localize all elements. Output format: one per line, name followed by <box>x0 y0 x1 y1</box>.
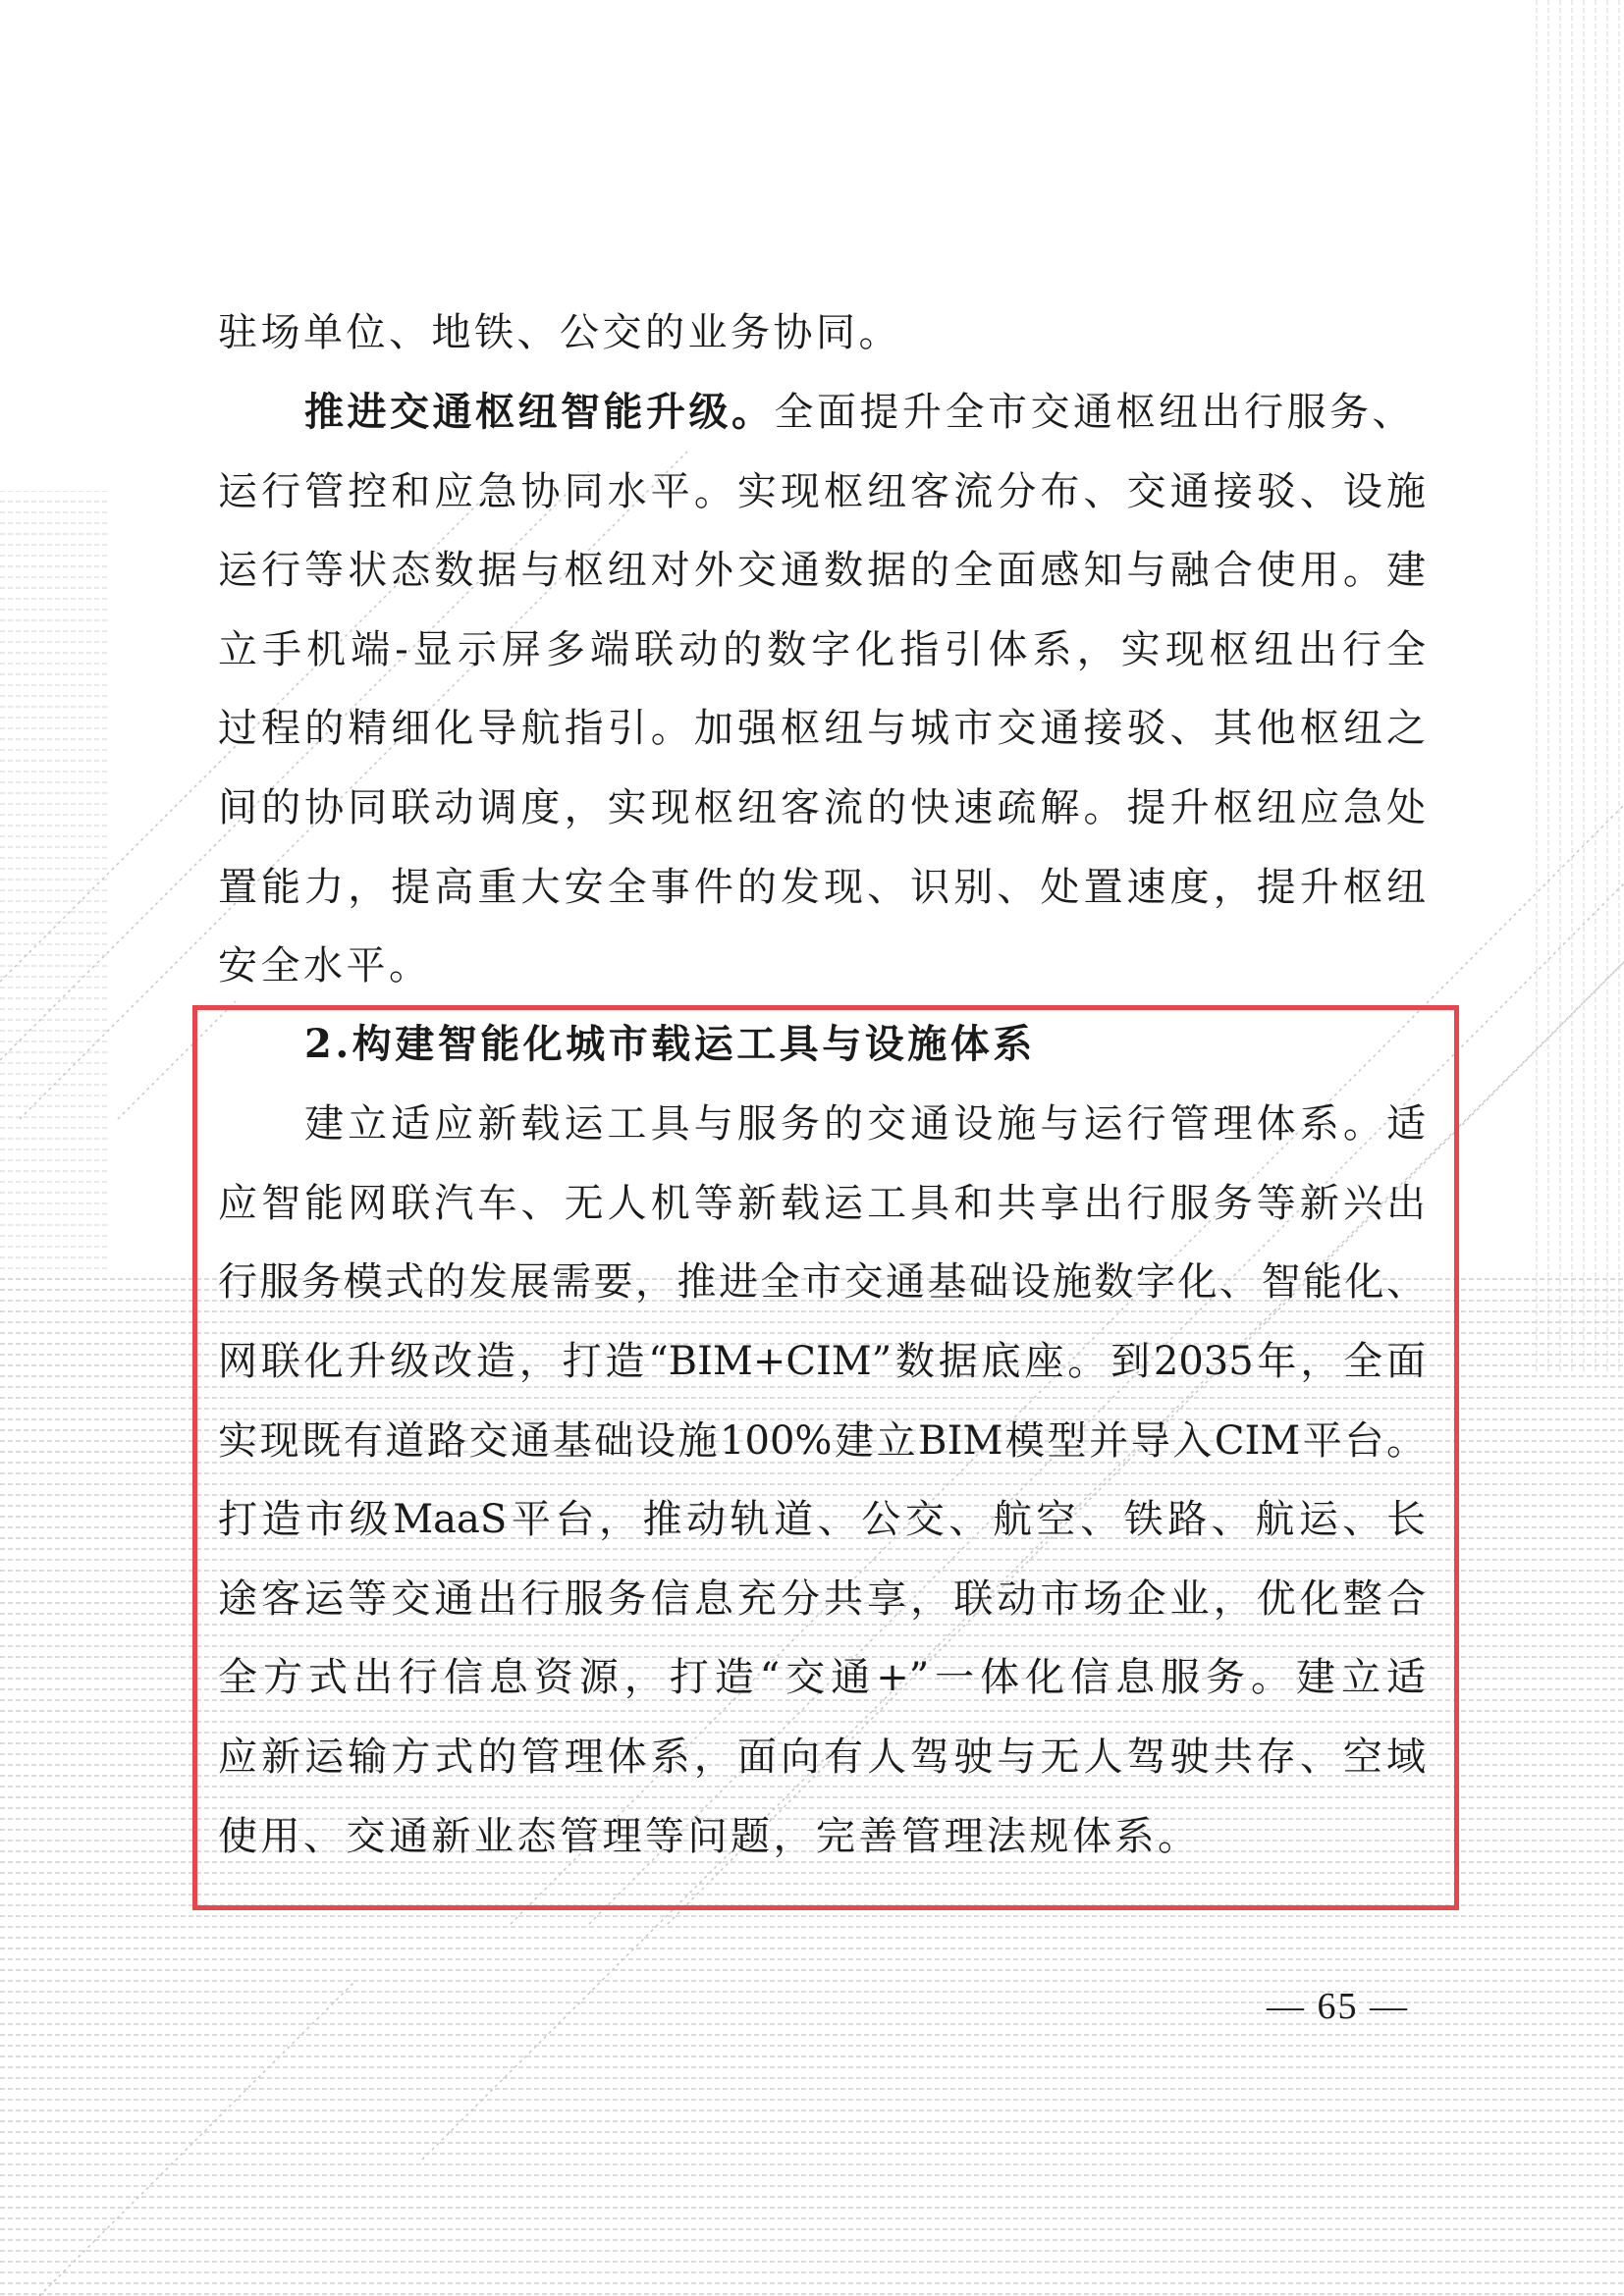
highlight-box <box>192 1005 1459 1910</box>
paragraph-line: 建立适应新载运工具与服务的交通设施与运行管理体系。适 <box>304 1101 1426 1147</box>
paragraph-line: 运行等状态数据与枢纽对外交通数据的全面感知与融合使用。建 <box>218 548 1426 593</box>
paragraph-line: 行服务模式的发展需要，推进全市交通基础设施数字化、智能化、 <box>218 1259 1426 1305</box>
paragraph-line: 途客运等交通出行服务信息充分共享，联动市场企业，优化整合 <box>218 1576 1426 1622</box>
paragraph-line: 立手机端-显示屏多端联动的数字化指引体系，实现枢纽出行全 <box>218 627 1426 672</box>
paragraph-line: 打造市级MaaS平台，推动轨道、公交、航空、铁路、航运、长 <box>218 1497 1426 1542</box>
paragraph-line: 全方式出行信息资源，打造“交通+”一体化信息服务。建立适 <box>218 1655 1426 1700</box>
hub-paragraph-first-line <box>304 385 1426 440</box>
paragraph-line: 过程的精细化导航指引。加强枢纽与城市交通接驳、其他枢纽之 <box>218 706 1426 751</box>
paragraph-line: 运行管控和应急协同水平。实现枢纽客流分布、交通接驳、设施 <box>218 469 1426 514</box>
hub-first-line-text: 全面提升全市交通枢纽出行服务、 <box>774 390 1415 435</box>
paragraph-line: 实现既有道路交通基础设施100%建立BIM模型并导入CIM平台。 <box>218 1418 1426 1464</box>
paragraph-line: 置能力，提高重大安全事件的发现、识别、处置速度，提升枢纽 <box>218 865 1426 910</box>
paragraph-line: 网联化升级改造，打造“BIM+CIM”数据底座。到2035年，全面 <box>218 1339 1426 1384</box>
paragraph-line: 应新运输方式的管理体系，面向有人驾驶与无人驾驶共存、空域 <box>218 1735 1426 1780</box>
paragraph-line: 使用、交通新业态管理等问题，完善管理法规体系。 <box>218 1814 1201 1859</box>
paragraph-line: 驻场单位、地铁、公交的业务协同。 <box>218 310 901 355</box>
paragraph-line: 安全水平。 <box>218 943 432 988</box>
hub-heading: 推进交通枢纽智能升级。 <box>304 389 775 435</box>
paragraph-line: 间的协同联动调度，实现枢纽客流的快速疏解。提升枢纽应急处 <box>218 785 1426 830</box>
paragraph-line: 应智能网联汽车、无人机等新载运工具和共享出行服务等新兴出 <box>218 1181 1426 1226</box>
section-heading: 2.构建智能化城市载运工具与设施体系 <box>304 1021 1036 1067</box>
page-number: — 65 — <box>1267 1986 1409 2027</box>
